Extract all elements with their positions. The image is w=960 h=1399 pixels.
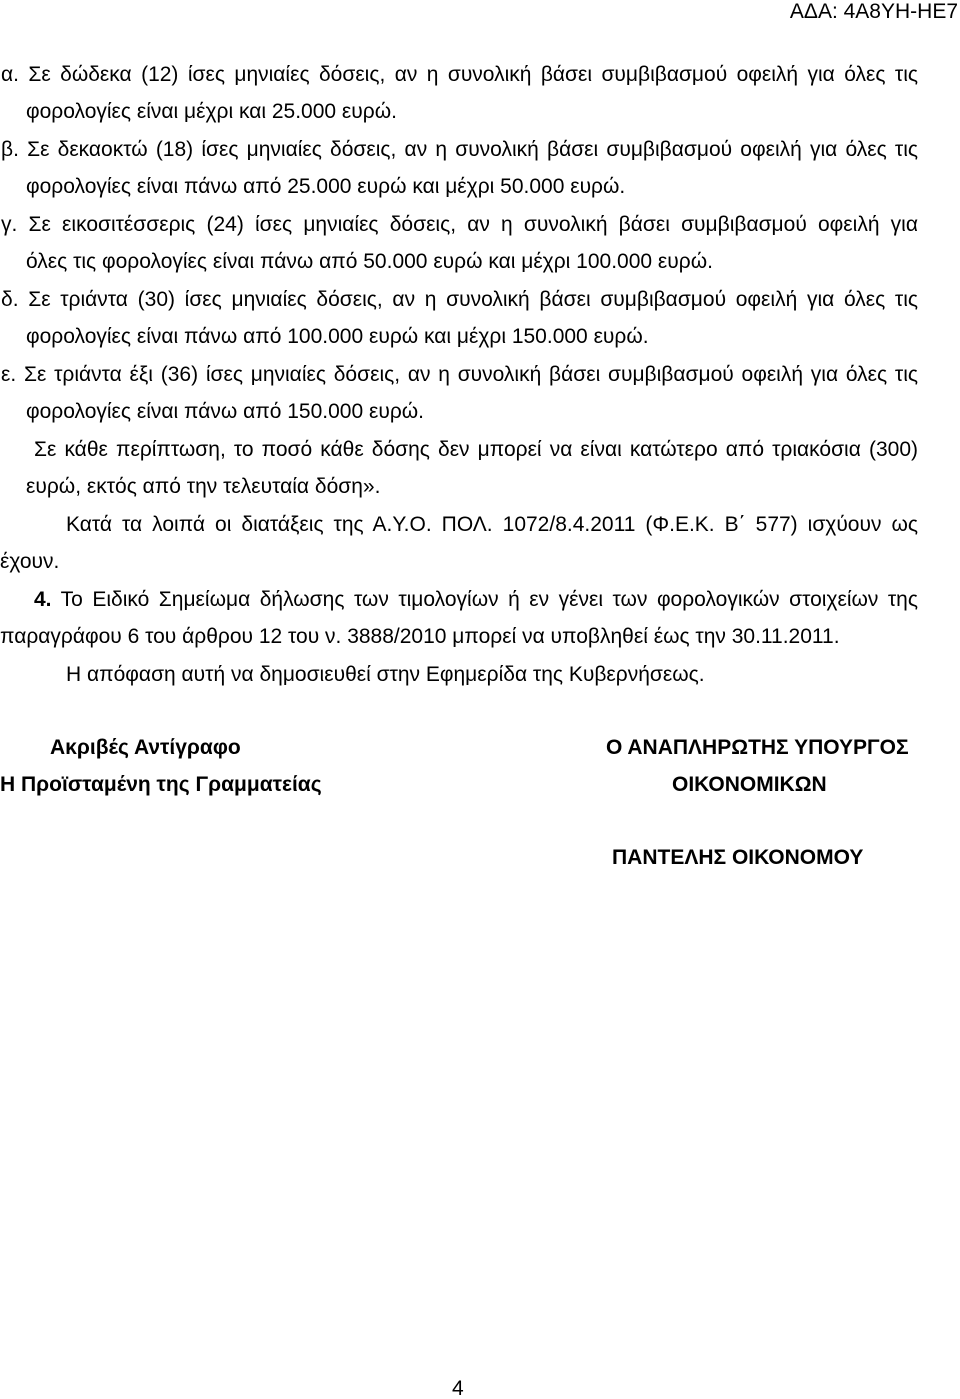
ministry-name: ΟΙΚΟΝΟΜΙΚΩΝ xyxy=(672,773,827,796)
item-e-line-2: φορολογίες είναι πάνω από 150.000 ευρώ. xyxy=(26,400,425,423)
secretariat-head-label: Η Προϊσταμένη της Γραμματείας xyxy=(0,773,322,796)
deputy-minister-title: Ο ΑΝΑΠΛΗΡΩΤΗΣ ΥΠΟΥΡΓΟΣ xyxy=(606,736,909,759)
item-c-line-2: όλες τις φορολογίες είναι πάνω από 50.000 ευρώ και μέχρι 100.000 ευρώ. xyxy=(26,250,713,273)
min-installment-line-2: ευρώ, εκτός από την τελευταία δόση». xyxy=(26,475,381,498)
item-a-line-2: φορολογίες είναι μέχρι και 25.000 ευρώ. xyxy=(26,100,397,123)
min-installment-line-1: Σε κάθε περίπτωση, το ποσό κάθε δόσης δεν μπορεί να είναι κατώτερο από τριακόσια (300) xyxy=(34,438,918,461)
ada-code-header: ΑΔΑ: 4Α8ΥΗ-ΗΕ7 xyxy=(789,0,958,23)
item-b-line-1: β. Σε δεκαοκτώ (18) ίσες μηνιαίες δόσεις, αν η συνολική βάσει συμβιβασμού οφειλή για όλες τις xyxy=(1,138,918,161)
paragraph-4-line-1 xyxy=(34,588,918,612)
other-provisions-line-2: έχουν. xyxy=(0,550,60,573)
item-d-line-2: φορολογίες είναι πάνω από 100.000 ευρώ και μέχρι 150.000 ευρώ. xyxy=(26,325,649,348)
page-number: 4 xyxy=(452,1377,464,1399)
other-provisions-line-1: Κατά τα λοιπά οι διατάξεις της Α.Υ.Ο. ΠΟΛ. 1072/8.4.2011 (Φ.Ε.Κ. Β΄ 577) ισχύουν ως xyxy=(66,513,918,536)
item-b-line-2: φορολογίες είναι πάνω από 25.000 ευρώ και μέχρι 50.000 ευρώ. xyxy=(26,175,626,198)
paragraph-4-line-2: παραγράφου 6 του άρθρου 12 του ν. 3888/2010 μπορεί να υποβληθεί έως την 30.11.2011. xyxy=(0,625,840,648)
item-c-line-1: γ. Σε εικοσιτέσσερις (24) ίσες μηνιαίες δόσεις, αν η συνολική βάσει συμβιβασμού οφειλή για xyxy=(1,213,918,236)
item-e-line-1: ε. Σε τριάντα έξι (36) ίσες μηνιαίες δόσεις, αν η συνολική βάσει συμβιβασμού οφειλή για όλες τις xyxy=(1,363,918,386)
publication-order: Η απόφαση αυτή να δημοσιευθεί στην Εφημερίδα της Κυβερνήσεως. xyxy=(66,663,705,686)
item-a-line-1: α. Σε δώδεκα (12) ίσες μηνιαίες δόσεις, αν η συνολική βάσει συμβιβασμού οφειλή για όλες τις xyxy=(1,63,918,86)
paragraph-4-text: Το Ειδικό Σημείωμα δήλωσης των τιμολογίων ή εν γένει των φορολογικών στοιχείων της xyxy=(60,588,918,611)
paragraph-number: 4. xyxy=(34,588,52,611)
certified-copy-label: Ακριβές Αντίγραφο xyxy=(50,736,241,759)
item-d-line-1: δ. Σε τριάντα (30) ίσες μηνιαίες δόσεις, αν η συνολική βάσει συμβιβασμού οφειλή για όλες τις xyxy=(1,288,918,311)
signatory-name: ΠΑΝΤΕΛΗΣ ΟΙΚΟΝΟΜΟΥ xyxy=(612,846,864,869)
